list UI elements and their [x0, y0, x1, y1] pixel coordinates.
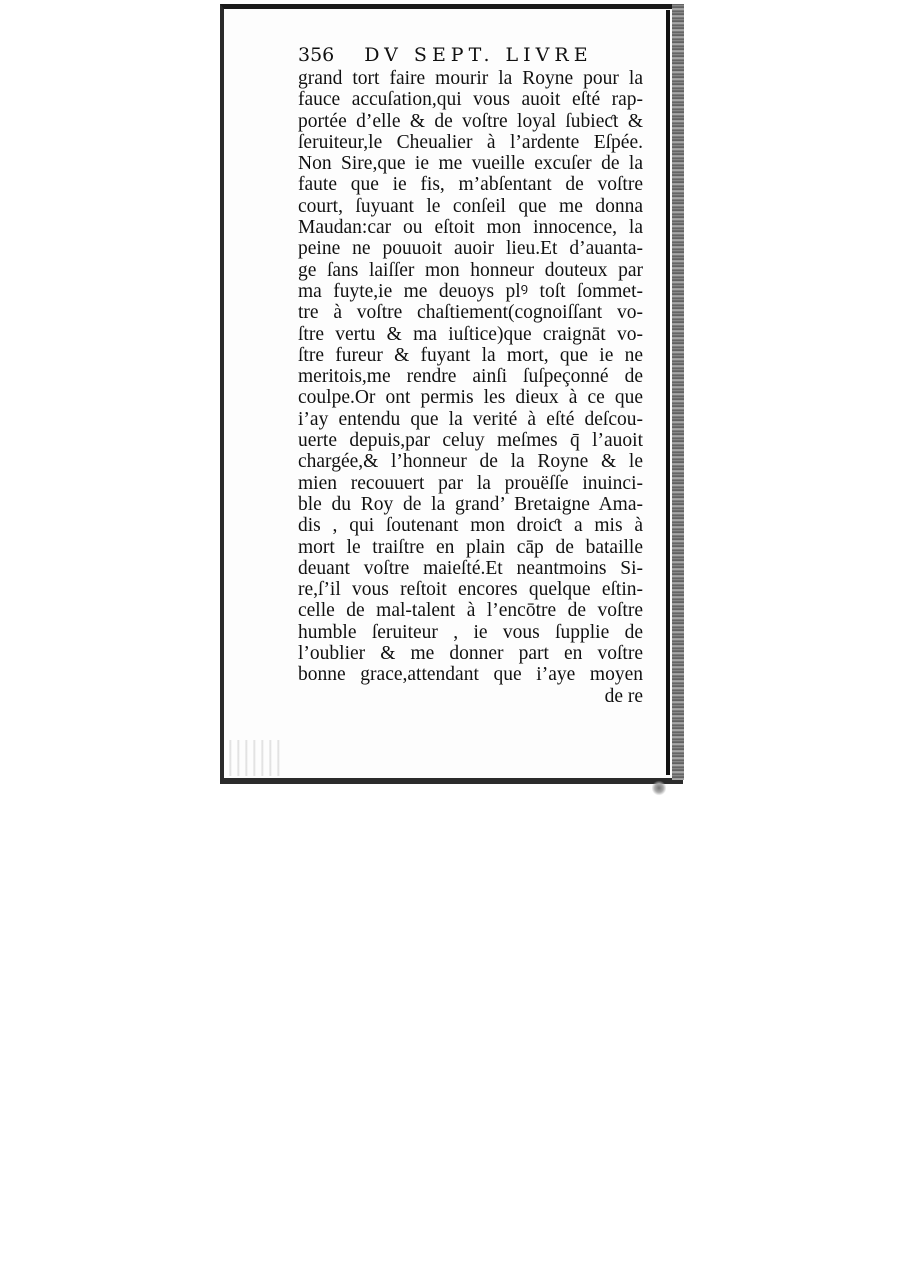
text-line: Non Sire,que ie me vueille excuſer de la: [298, 153, 643, 175]
text-line: portée d’elle & de voſtre loyal ſubieƈt &: [298, 110, 643, 132]
text-line: grand tort faire mourir la Royne pour la: [298, 68, 643, 89]
text-line: Maudan:car ou eſtoit mon innocence, la: [298, 217, 643, 239]
text-line: ma fuyte,ie me deuoys plꝰ toſt ſommet-: [298, 280, 643, 302]
scan-noise: [224, 740, 284, 776]
text-line: uerte depuis,par celuy meſmes q̄ l’auoit: [298, 430, 643, 452]
catchword: de re: [604, 685, 643, 707]
text-line: ge ſans laiſſer mon honneur douteux par: [298, 259, 643, 281]
book-edge: [672, 4, 684, 780]
text-line: ſtre vertu & ma iuſtice)que craignāt vo-: [298, 323, 643, 345]
running-head: [298, 44, 643, 68]
running-title: DV SEPT. LIVRE: [364, 44, 593, 66]
text-line: coulpe.Or ont permis les dieux à ce que: [298, 387, 643, 409]
body-text: [298, 68, 643, 686]
text-line: peine ne pouuoit auoir lieu.Et d’auanta-: [298, 238, 643, 260]
scan-speck: [652, 780, 666, 796]
page-number: 356: [298, 44, 335, 66]
text-line: dis , qui ſoutenant mon droiƈt a mis à: [298, 515, 643, 537]
text-line: meritois,me rendre ainſi ſuſpeçonné de: [298, 366, 643, 388]
page-edge-shadow: [666, 10, 670, 775]
text-line: chargée,& l’honneur de la Royne & le: [298, 451, 643, 473]
text-line: i’ay entendu que la verité à eſté deſcou-: [298, 408, 643, 430]
text-line: ſeruiteur,le Cheualier à l’ardente Eſpée.: [298, 131, 643, 153]
text-line: humble ſeruiteur , ie vous ſupplie de: [298, 621, 643, 643]
text-line: bonne grace,attendant que i’aye moyen: [298, 664, 643, 686]
text-line: ſtre fureur & fuyant la mort, que ie ne: [298, 344, 643, 366]
text-line: mien recouuert par la prouëſſe inuinci-: [298, 472, 643, 494]
text-line: mort le traiſtre en plain cāp de bataille: [298, 536, 643, 558]
text-line: deuant voſtre maieſté.Et neantmoins Si-: [298, 557, 643, 579]
text-line: re,ſ’il vous reſtoit encores quelque eſtin-: [298, 579, 643, 601]
text-line: court, ſuyuant le conſeil que me donna: [298, 195, 643, 217]
page-text-block: [298, 44, 643, 708]
text-line: l’oublier & me donner part en voſtre: [298, 643, 643, 665]
text-line: fauce accuſation,qui vous auoit eſté rap-: [298, 89, 643, 111]
text-line: faute que ie fis, m’abſentant de voſtre: [298, 174, 643, 196]
text-line: celle de mal-talent à l’encōtre de voſtre: [298, 600, 643, 622]
text-line: ble du Roy de la grand’ Bretaigne Ama-: [298, 493, 643, 515]
text-line: tre à voſtre chaſtiement(cognoiſſant vo-: [298, 302, 643, 324]
